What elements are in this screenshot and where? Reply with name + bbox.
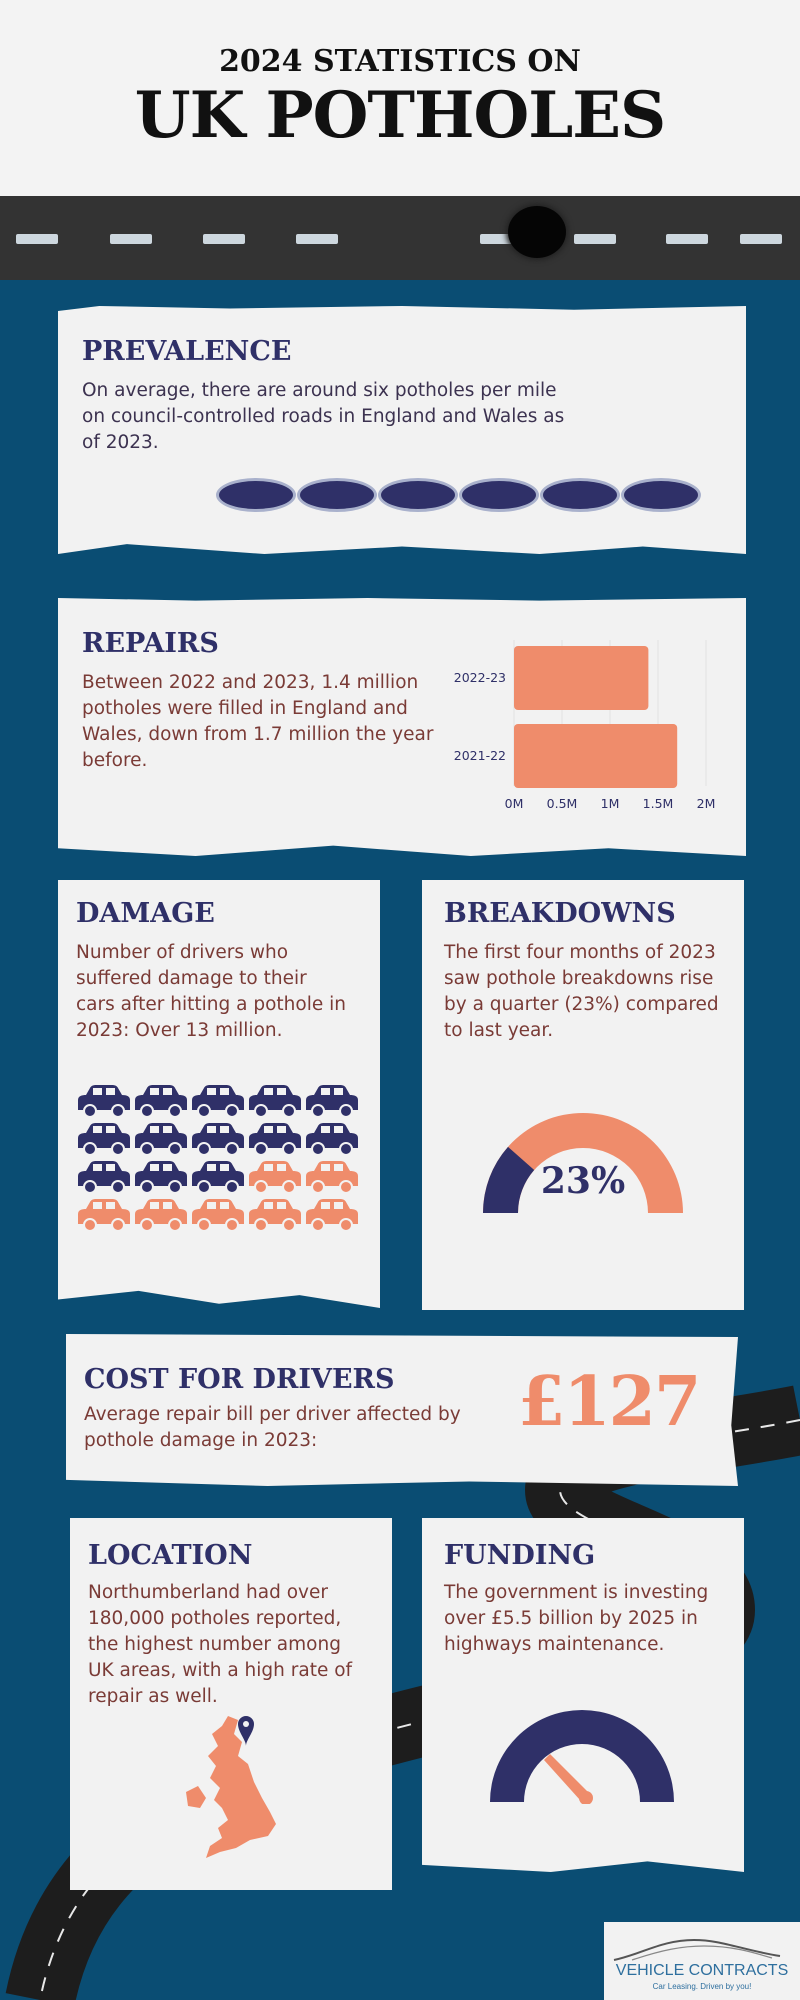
logo-tagline: Car Leasing. Driven by you! xyxy=(652,1982,752,1991)
manhole-icon xyxy=(459,478,539,512)
car-icon xyxy=(247,1084,303,1118)
car-icon xyxy=(190,1084,246,1118)
road-band xyxy=(0,196,800,280)
lane-dash xyxy=(666,234,708,244)
damage-heading: DAMAGE xyxy=(76,898,215,929)
breakdowns-text-line: The first four months of 2023 xyxy=(444,942,716,963)
manhole-icon xyxy=(216,478,296,512)
location-text-line: repair as well. xyxy=(88,1686,218,1707)
chart-x-tick-label: 1M xyxy=(600,796,620,810)
car-icon xyxy=(133,1160,189,1194)
breakdowns-heading: BREAKDOWNS xyxy=(444,898,676,929)
car-icon xyxy=(304,1084,360,1118)
manhole-icon xyxy=(540,478,620,512)
cost-heading: COST FOR DRIVERS xyxy=(84,1364,395,1395)
car-icon xyxy=(76,1084,132,1118)
location-text-line: Northumberland had over xyxy=(88,1582,328,1603)
prevalence-heading: PREVALENCE xyxy=(82,336,292,367)
gauge-value-label: 23% xyxy=(540,1160,626,1202)
manhole-icon xyxy=(378,478,458,512)
damage-text xyxy=(76,940,346,1044)
car-icon xyxy=(133,1122,189,1156)
logo-name: VEHICLE CONTRACTS xyxy=(615,1962,789,1979)
car-icon xyxy=(76,1160,132,1194)
prevalence-text xyxy=(82,378,564,456)
car-icon xyxy=(247,1160,303,1194)
location-text-line: UK areas, with a high rate of xyxy=(88,1660,353,1681)
car-icon xyxy=(190,1122,246,1156)
manhole-icon xyxy=(621,478,701,512)
location-text-line: 180,000 potholes reported, xyxy=(88,1608,342,1629)
repairs-text xyxy=(82,670,433,774)
chart-x-tick-label: 1.5M xyxy=(642,796,674,810)
lane-dash xyxy=(110,234,152,244)
breakdowns-text xyxy=(444,940,719,1044)
car-icon xyxy=(190,1198,246,1232)
chart-category-label: 2021-22 xyxy=(453,748,506,763)
car-icon xyxy=(304,1122,360,1156)
car-icon xyxy=(304,1160,360,1194)
funding-text xyxy=(444,1580,708,1658)
repairs-text-line: potholes were filled in England and xyxy=(82,698,408,719)
location-text xyxy=(88,1580,352,1710)
car-icon xyxy=(76,1122,132,1156)
funding-speedometer-icon xyxy=(488,1708,676,1804)
cost-text xyxy=(84,1402,461,1454)
manhole-icon xyxy=(297,478,377,512)
cost-text-line: pothole damage in 2023: xyxy=(84,1430,318,1451)
car-icon xyxy=(304,1198,360,1232)
chart-x-tick-label: 0M xyxy=(504,796,524,810)
repairs-text-line: before. xyxy=(82,750,148,771)
prevalence-text-line: on council-controlled roads in England and Wales as xyxy=(82,406,565,427)
car-icon xyxy=(133,1084,189,1118)
lane-dash xyxy=(16,234,58,244)
car-outline-logo-icon xyxy=(612,1934,782,1964)
damage-text-line: suffered damage to their xyxy=(76,968,307,989)
damage-text-line: Number of drivers who xyxy=(76,942,289,963)
location-text-line: the highest number among xyxy=(88,1634,341,1655)
funding-heading: FUNDING xyxy=(444,1540,596,1571)
prevalence-text-line: On average, there are around six potholes per mile xyxy=(82,380,557,401)
page-title: UK POTHOLES xyxy=(134,78,666,153)
funding-card xyxy=(422,1518,744,1872)
lane-dash xyxy=(296,234,338,244)
breakdowns-text-line: to last year. xyxy=(444,1020,554,1041)
cost-text-line: Average repair bill per driver affected by xyxy=(84,1404,461,1425)
lane-dash xyxy=(740,234,782,244)
breakdowns-text-line: by a quarter (23%) compared xyxy=(444,994,719,1015)
chart-bar xyxy=(514,724,677,788)
car-icon xyxy=(190,1160,246,1194)
lane-dash xyxy=(574,234,616,244)
repairs-bar-chart xyxy=(440,630,730,810)
repairs-heading: REPAIRS xyxy=(82,628,219,659)
repairs-text-line: Between 2022 and 2023, 1.4 million xyxy=(82,672,419,693)
car-icon xyxy=(247,1198,303,1232)
location-heading: LOCATION xyxy=(88,1540,253,1571)
repairs-text-line: Wales, down from 1.7 million the year xyxy=(82,724,434,745)
funding-text-line: The government is investing xyxy=(444,1582,709,1603)
damage-text-line: cars after hitting a pothole in xyxy=(76,994,346,1015)
header-subtitle: 2024 STATISTICS ON xyxy=(219,44,581,79)
car-icon xyxy=(76,1198,132,1232)
chart-bar xyxy=(514,646,648,710)
damage-text-line: 2023: Over 13 million. xyxy=(76,1020,283,1041)
car-icon xyxy=(247,1122,303,1156)
pothole-icon xyxy=(508,206,566,258)
uk-map-icon xyxy=(180,1712,290,1862)
breakdowns-text-line: saw pothole breakdowns rise xyxy=(444,968,714,989)
lane-dash xyxy=(203,234,245,244)
chart-x-tick-label: 2M xyxy=(696,796,716,810)
chart-category-label: 2022-23 xyxy=(453,670,506,685)
car-icon xyxy=(133,1198,189,1232)
cost-value: £127 xyxy=(518,1362,700,1442)
prevalence-text-line: of 2023. xyxy=(82,432,159,453)
funding-text-line: over £5.5 billion by 2025 in xyxy=(444,1608,698,1629)
funding-text-line: highways maintenance. xyxy=(444,1634,665,1655)
chart-x-tick-label: 0.5M xyxy=(546,796,578,810)
